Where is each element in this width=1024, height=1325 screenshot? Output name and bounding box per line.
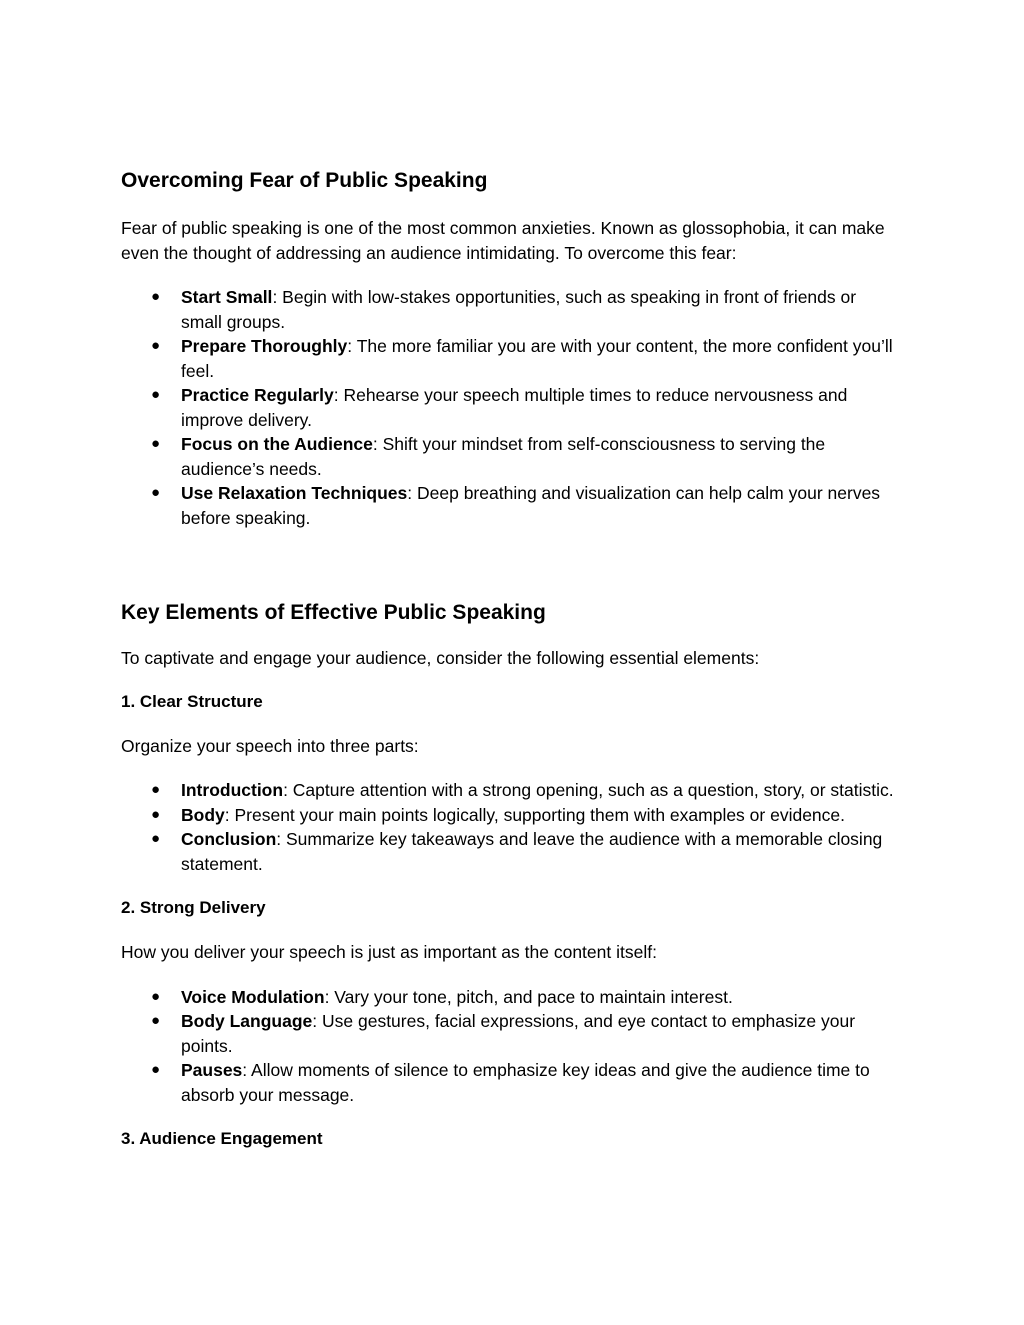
list-item: [121, 334, 901, 383]
list-item-term: Use Relaxation Techniques: [181, 483, 408, 503]
bullet-icon: ●: [151, 781, 161, 798]
list-item: [121, 803, 901, 828]
bullet-icon: ●: [151, 1012, 161, 1029]
document-page: [121, 167, 901, 1151]
bullet-icon: ●: [151, 1061, 161, 1078]
bullet-icon: ●: [151, 830, 161, 847]
list-item-text: : Present your main points logically, supporting them with examples or evidence.: [224, 804, 846, 825]
list-item-term: Start Small: [181, 287, 273, 307]
list-item-term: Voice Modulation: [181, 986, 325, 1007]
bullet-list-fear-tips: [121, 285, 901, 530]
bullet-list-delivery: [121, 985, 901, 1108]
list-item-text: : Summarize key takeaways and leave the audience with a memorable closing statement.: [181, 829, 883, 874]
list-item-text: : Begin with low-stakes opportunities, such as speaking in front of friends or small groups.: [181, 287, 857, 332]
list-item-text: : Vary your tone, pitch, and pace to maintain interest.: [324, 986, 733, 1007]
bullet-list-structure: [121, 778, 901, 876]
list-item-text: : Allow moments of silence to emphasize key ideas and give the audience time to absorb your message.: [181, 1060, 870, 1105]
list-item: [121, 985, 901, 1010]
bullet-icon: ●: [151, 484, 161, 501]
section-intro-paragraph: Fear of public speaking is one of the most common anxieties. Known as glossophobia, it can make even the thought of addressing an audience intimidating. To overcome this fear:: [121, 218, 885, 263]
list-item-text: : Use gestures, facial expressions, and eye contact to emphasize your points.: [181, 1011, 856, 1056]
subsection-intro-paragraph: Organize your speech into three parts:: [121, 735, 419, 756]
subsection-title-strong-delivery: 2. Strong Delivery: [121, 898, 266, 917]
list-item-term: Body: [181, 804, 225, 825]
list-item-text: : The more familiar you are with your content, the more confident you’ll feel.: [181, 336, 893, 381]
list-item: [121, 778, 901, 803]
list-item: [121, 432, 901, 481]
list-item: [121, 1009, 901, 1058]
list-item-text: : Capture attention with a strong opening, such as a question, story, or statistic.: [283, 780, 894, 800]
list-item-text: : Deep breathing and visualization can help calm your nerves before speaking.: [181, 483, 881, 528]
list-item-term: Body Language: [181, 1011, 313, 1031]
section-title-overcoming-fear: Overcoming Fear of Public Speaking: [121, 169, 488, 192]
list-item: [121, 481, 901, 530]
subsection-title-clear-structure: 1. Clear Structure: [121, 691, 263, 711]
list-item-term: Pauses: [181, 1060, 243, 1080]
list-item: [121, 827, 901, 876]
list-item: [121, 285, 901, 334]
section-title-key-elements: Key Elements of Effective Public Speaking: [121, 601, 546, 624]
list-item-term: Focus on the Audience: [181, 434, 373, 454]
list-item-term: Conclusion: [181, 829, 277, 849]
list-item-text: : Rehearse your speech multiple times to reduce nervousness and improve delivery.: [181, 385, 848, 430]
subsection-title-audience-engagement: 3. Audience Engagement: [121, 1129, 323, 1148]
bullet-icon: ●: [151, 288, 161, 305]
list-item-text: : Shift your mindset from self-consciousness to serving the audience’s needs.: [181, 434, 826, 479]
subsection-intro-paragraph: How you deliver your speech is just as important as the content itself:: [121, 942, 657, 962]
bullet-icon: ●: [151, 386, 161, 403]
bullet-icon: ●: [151, 987, 161, 1005]
bullet-icon: ●: [151, 337, 161, 354]
list-item-term: Practice Regularly: [181, 385, 334, 405]
bullet-icon: ●: [151, 805, 161, 823]
list-item-term: Prepare Thoroughly: [181, 336, 348, 356]
list-item: [121, 383, 901, 432]
bullet-icon: ●: [151, 435, 161, 452]
list-item: [121, 1058, 901, 1107]
section-intro-paragraph: To captivate and engage your audience, consider the following essential elements:: [121, 648, 760, 668]
list-item-term: Introduction: [181, 780, 284, 800]
